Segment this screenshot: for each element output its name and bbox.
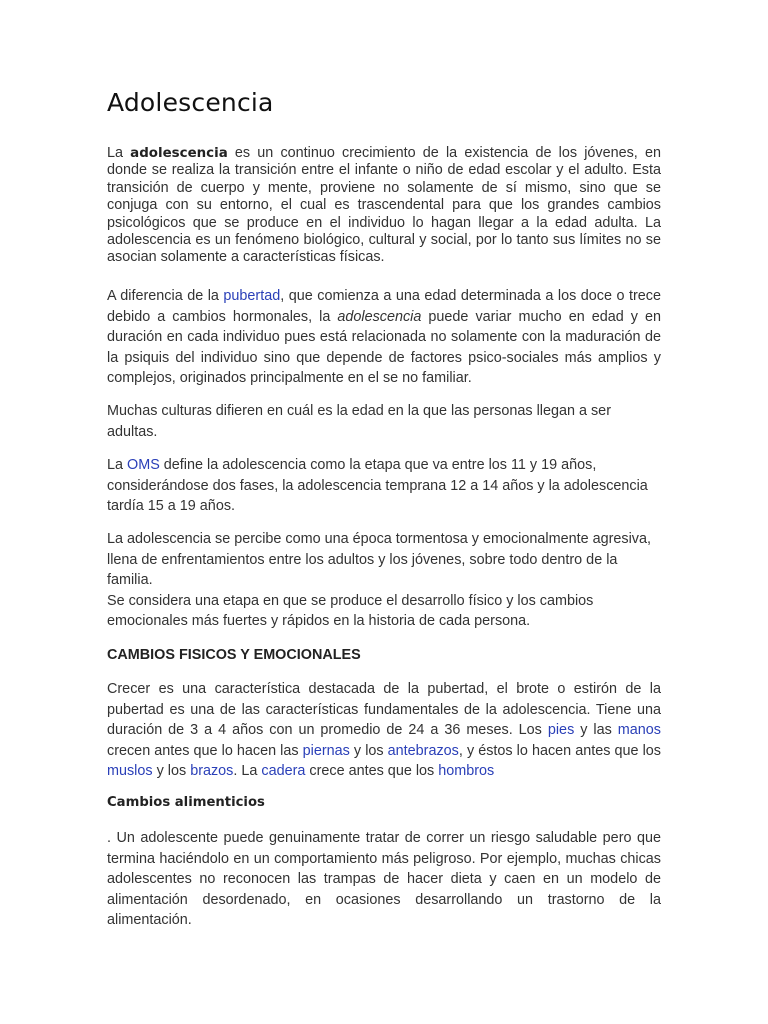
paragraph-crecer (107, 679, 661, 782)
intro-rest: es un continuo crecimiento de la existencia de los jóvenes, en donde se realiza la transición entre el infante o niño de edad escolar y el adulto. Esta transición de cuerpo y mente, proviene no solamente de sí mismo, sino que se conjuga con su entorno, el cual es trascendental para que los grandes cambios psicológicos que se produce en el individuo lo hagan llegar a la edad adulta. La adolescencia es un fenómeno biológico, cultural y social, por lo tanto sus límites no se asocian solamente a características físicas. (107, 145, 661, 266)
link-brazos[interactable]: brazos (190, 763, 234, 780)
link-pubertad[interactable]: pubertad (223, 288, 281, 304)
link-muslos[interactable]: muslos (107, 763, 153, 780)
text-span: Crecer es una característica destacada de la pubertad, el brote o estirón de la pubertad es una de las características fundamentales de la adolescencia. Tiene una duración de 3 a 4 años con un promedio de 24 a 36 meses. Los (107, 681, 661, 739)
paragraph-alimentacion: . Un adolescente puede genuinamente tratar de correr un riesgo saludable pero que termina haciéndolo en un comportamiento más peligroso. Por ejemplo, muchas chicas adolescentes no reconocen las trampas de hacer dieta y caen en un modelo de alimentación desordenado, en ocasiones desarrollando un trastorno de la alimentación. (107, 830, 661, 929)
paragraph-pubertad (107, 286, 661, 389)
text-span: crecen antes que lo hacen las (107, 742, 303, 759)
link-piernas[interactable]: piernas (302, 742, 350, 759)
text-span: y las (574, 722, 618, 739)
link-hombros[interactable]: hombros (438, 763, 495, 780)
paragraph-epoca-line1: La adolescencia se percibe como una época tormentosa y emocionalmente agresiva, llena de enfrentamientos entre los adultos y los jóvenes, sobre todo dentro de la familia. (107, 531, 651, 589)
text-span: puede variar mucho en edad y en duración en cada individuo pues está relacionada no solamente con la maduración de la psiquis del individuo sino que depende de factores psico-sociales más amplios y complejos, originados principalmente en el se no familiar. (107, 308, 662, 387)
text-span: y los (152, 763, 191, 780)
paragraph-epoca-line2: Se considera una etapa en que se produce el desarrollo físico y los cambios emocionales más fuertes y rápidos en la historia de cada persona. (107, 592, 594, 630)
paragraph-cultures: Muchas culturas difieren en cuál es la edad en la que las personas llegan a ser adultas. (107, 403, 611, 440)
section-heading-cambios-fisicos: CAMBIOS FISICOS Y EMOCIONALES (107, 647, 361, 663)
text-span: A diferencia de la (107, 288, 224, 304)
page-title: Adolescencia (107, 88, 274, 117)
text-span: . La (233, 763, 262, 780)
text-span: y los (349, 742, 388, 759)
emphasis-adolescencia: adolescencia (337, 308, 422, 325)
intro-prefix: La (107, 145, 131, 161)
link-oms[interactable]: OMS (127, 457, 160, 473)
intro-bold-term: adolescencia (130, 146, 228, 161)
link-antebrazos[interactable]: antebrazos (387, 742, 459, 759)
paragraph-epoca (107, 529, 661, 632)
link-manos[interactable]: manos (617, 722, 661, 739)
section-heading-cambios-alimenticios: Cambios alimenticios (107, 795, 265, 810)
text-span: La (107, 457, 128, 473)
link-pies[interactable]: pies (547, 722, 575, 739)
text-span: define la adolescencia como la etapa que va entre los 11 y 19 años, considerándose dos fases, la adolescencia temprana 12 a 14 años y la adolescencia tardía 15 a 19 años. (107, 457, 648, 515)
paragraph-intro (107, 145, 661, 267)
text-span: , que comienza a una edad determinada a los doce o trece debido a cambios hormonales, la (107, 288, 661, 325)
link-cadera[interactable]: cadera (261, 763, 306, 780)
text-span: , y éstos lo hacen antes que los (458, 742, 661, 759)
paragraph-oms (107, 455, 661, 517)
text-span: crece antes que los (305, 763, 439, 780)
